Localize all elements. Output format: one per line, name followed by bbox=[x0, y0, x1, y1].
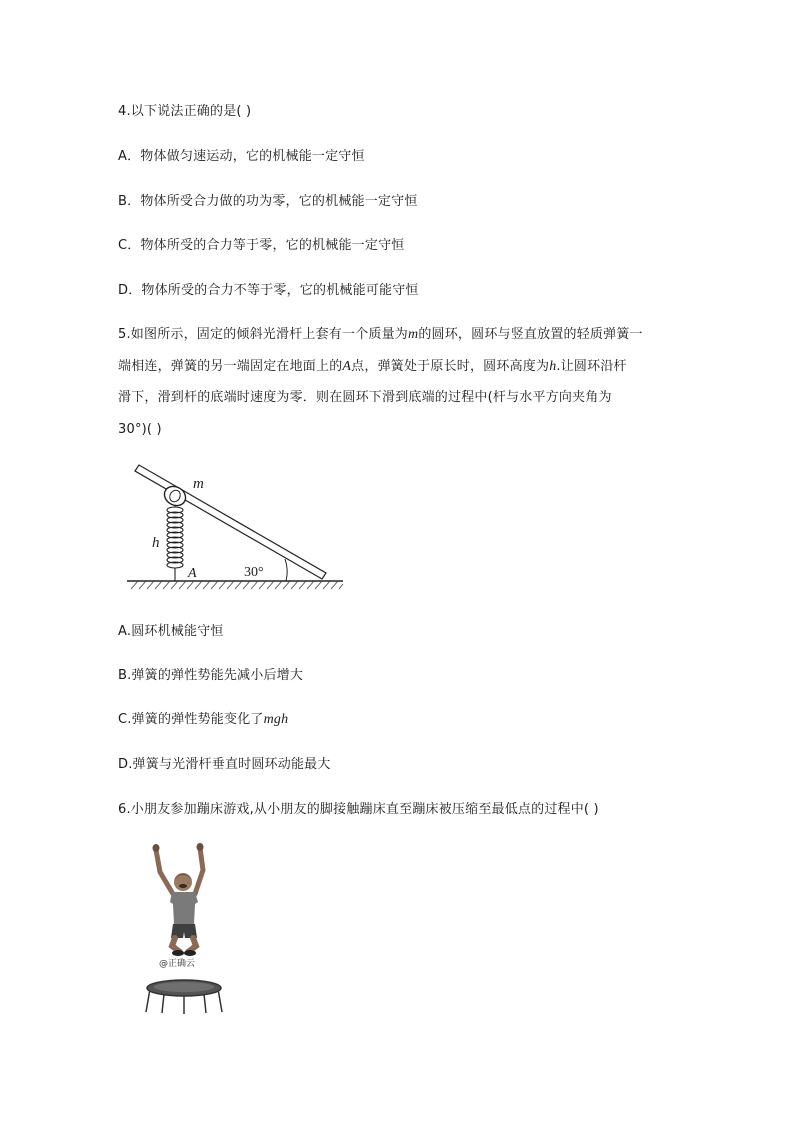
q5-var-h: h bbox=[549, 359, 557, 374]
q5-var-A: A bbox=[342, 359, 352, 374]
q5-var-m: m bbox=[408, 327, 419, 342]
label-A: A bbox=[188, 566, 197, 581]
label-angle: 30° bbox=[244, 565, 264, 580]
q5-stem-line2: 端相连，弹簧的另一端固定在地面上的A点，弹簧处于原长时，圆环高度为h.让圆环沿杆 bbox=[118, 359, 627, 374]
q5-figure bbox=[125, 462, 350, 594]
label-h: h bbox=[152, 535, 160, 551]
inclined-rod bbox=[135, 465, 326, 579]
q5-stem-line1: 5.如图所示，固定的倾斜光滑杆上套有一个质量为m的圆环，圆环与竖直放置的轻质弹簧一 bbox=[118, 327, 643, 342]
q5-option-c-expr: mgh bbox=[263, 712, 289, 727]
q5-stem-line4: 30°)( ) bbox=[118, 422, 162, 437]
spring bbox=[167, 501, 183, 581]
q4-option-c: C．物体所受的合力等于零，它的机械能一定守恒 bbox=[118, 238, 405, 253]
trampoline bbox=[146, 980, 222, 1014]
q4-option-b: B．物体所受合力做的功为零，它的机械能一定守恒 bbox=[118, 194, 418, 209]
q4-option-a: A．物体做匀速运动，它的机械能一定守恒 bbox=[118, 149, 365, 164]
q5-stem-line3: 滑下，滑到杆的底端时速度为零．则在圆环下滑到底端的过程中(杆与水平方向夹角为 bbox=[118, 390, 612, 405]
q5-option-b: B.弹簧的弹性势能先减小后增大 bbox=[118, 668, 304, 683]
q4-option-d: D．物体所受的合力不等于零，它的机械能可能守恒 bbox=[118, 283, 419, 298]
q5-option-c: C.弹簧的弹性势能变化了mgh bbox=[118, 712, 289, 727]
child-figure bbox=[153, 843, 204, 956]
q5-option-a: A.圆环机械能守恒 bbox=[118, 624, 224, 639]
angle-arc bbox=[285, 559, 287, 581]
label-m: m bbox=[193, 476, 204, 492]
q6-figure bbox=[140, 842, 230, 1017]
watermark-text: @正确云 bbox=[159, 959, 196, 969]
q4-stem: 4.以下说法正确的是( ) bbox=[118, 104, 252, 119]
q5-option-d: D.弹簧与光滑杆垂直时圆环动能最大 bbox=[118, 757, 331, 772]
q6-stem: 6.小朋友参加蹦床游戏,从小朋友的脚接触蹦床直至蹦床被压缩至最低点的过程中( ) bbox=[118, 802, 599, 817]
ground-hatching bbox=[131, 581, 343, 589]
